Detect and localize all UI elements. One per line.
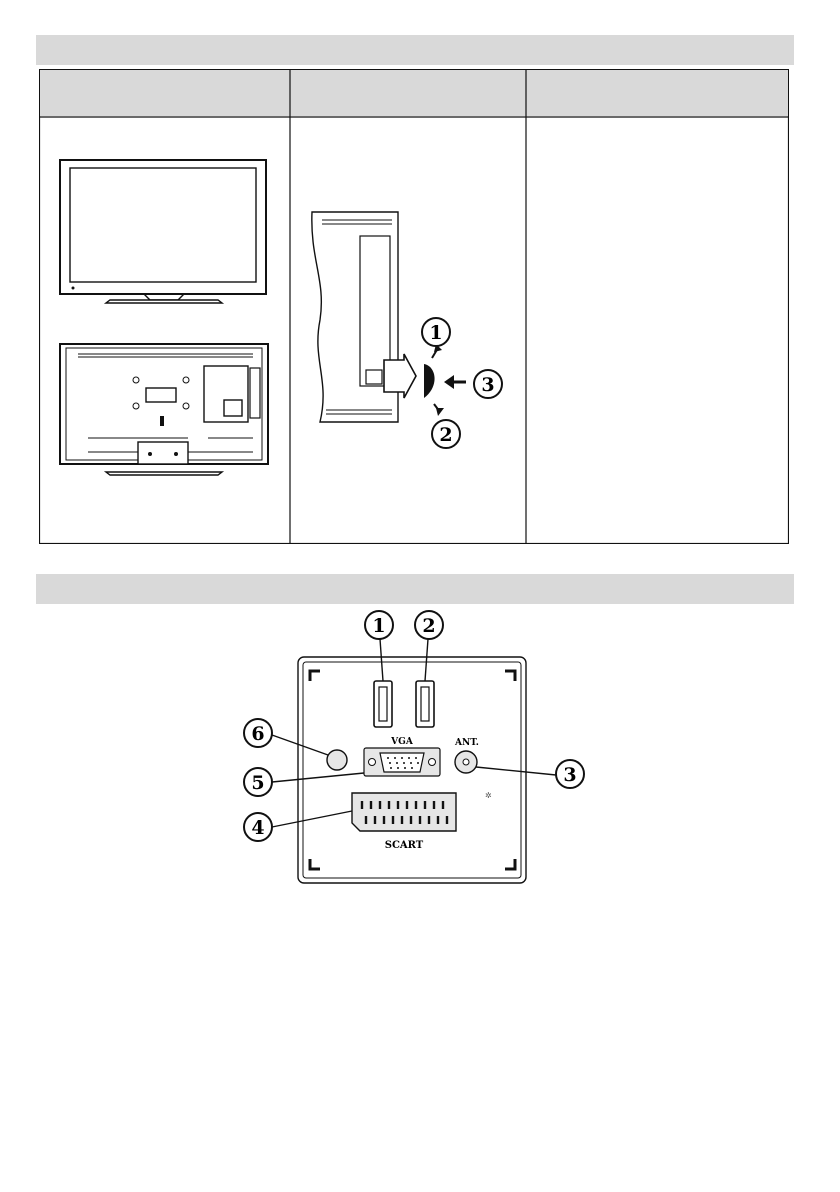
rear-connector-panel — [230, 605, 600, 889]
svg-text:2: 2 — [422, 615, 436, 637]
vga-label: VGA — [391, 737, 413, 747]
svg-text:1: 1 — [429, 322, 443, 344]
svg-text:5: 5 — [251, 772, 265, 794]
callout-6 — [244, 719, 272, 747]
antenna-label: ANT. — [455, 738, 479, 748]
section-header-band-bottom — [36, 574, 794, 604]
svg-text:1: 1 — [372, 615, 386, 637]
scart-port — [352, 793, 456, 831]
svg-text:6: 6 — [251, 723, 265, 745]
stand-callout-2 — [432, 420, 460, 448]
callout-4 — [244, 813, 272, 841]
svg-text:✲: ✲ — [485, 791, 492, 800]
svg-text:4: 4 — [251, 817, 265, 839]
hdmi-port-2 — [416, 681, 434, 727]
audio-jack — [327, 750, 347, 770]
scart-label: SCART — [384, 840, 424, 851]
callout-5 — [244, 768, 272, 796]
tv-rear-illustration — [58, 342, 272, 476]
callout-1 — [365, 611, 393, 639]
tv-side-control-illustration — [308, 210, 510, 454]
callout-2 — [415, 611, 443, 639]
svg-text:2: 2 — [439, 424, 453, 446]
svg-text:3: 3 — [563, 764, 577, 786]
section-header-band-top — [36, 35, 794, 65]
tv-front-illustration — [58, 158, 270, 304]
callout-3 — [556, 760, 584, 788]
svg-text:3: 3 — [481, 374, 495, 396]
stand-callout-1 — [422, 318, 450, 346]
stand-callout-3 — [474, 370, 502, 398]
hdmi-port-1 — [374, 681, 392, 727]
